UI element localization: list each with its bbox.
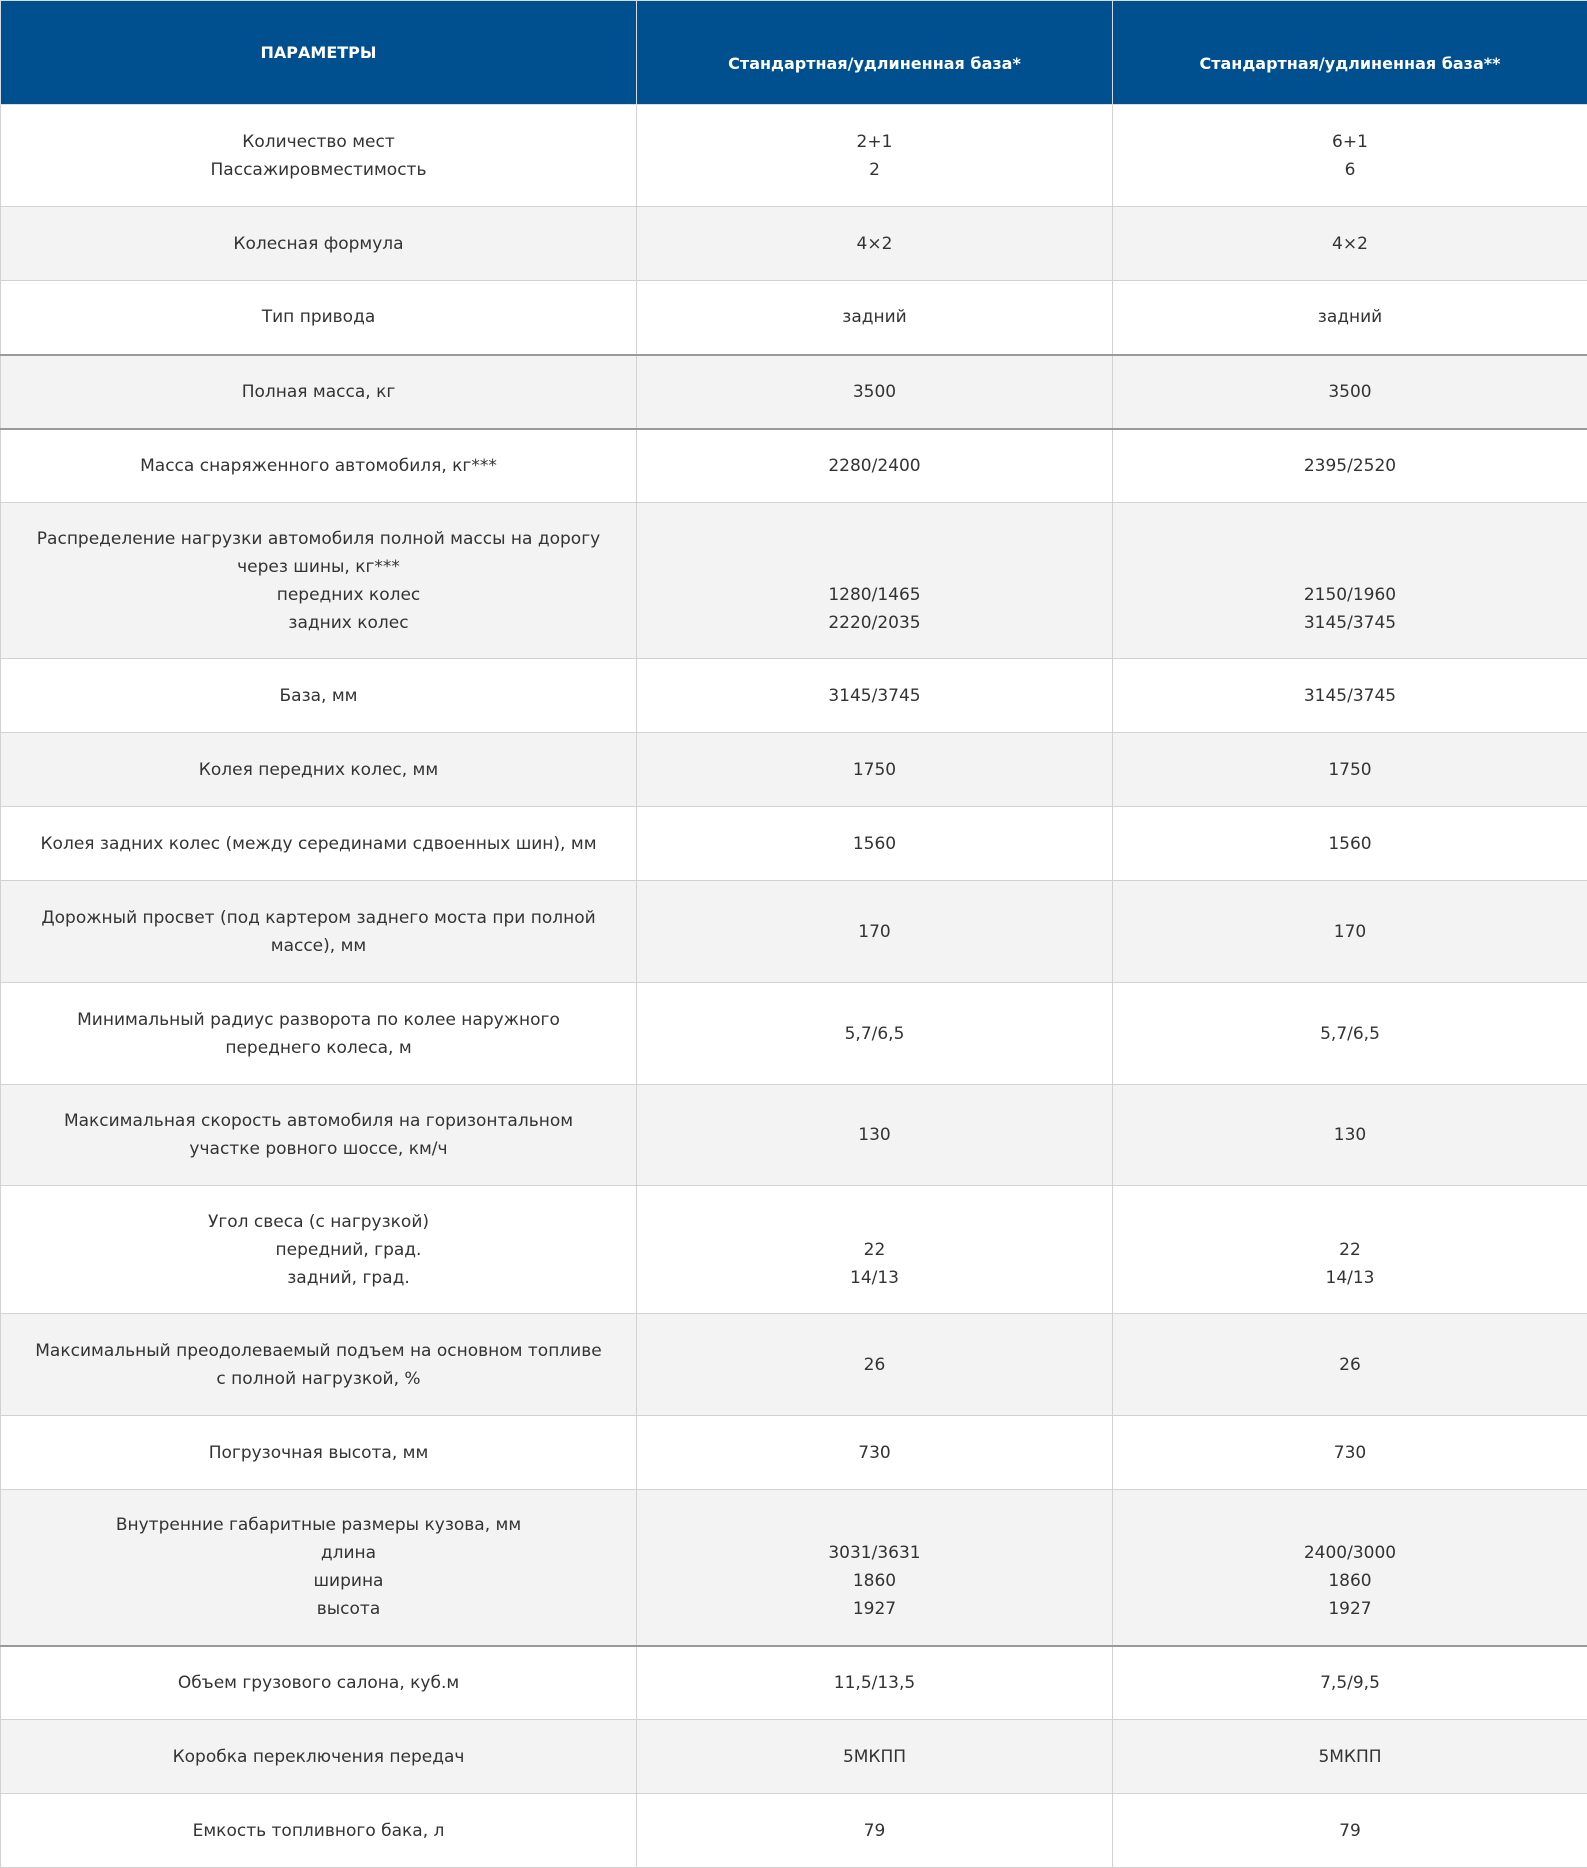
param-label: Погрузочная высота, мм	[1, 1416, 637, 1490]
param-label: Масса снаряженного автомобиля, кг***	[1, 429, 637, 503]
table-row	[1, 1490, 1587, 1646]
table-row	[1, 1186, 1587, 1314]
value-col-1: 1750	[637, 733, 1113, 807]
header-column-2: Стандартная/удлиненная база**	[1113, 1, 1587, 105]
table-row	[1, 1646, 1587, 1720]
table-row	[1, 105, 1587, 207]
value-col-1: 22 14/13	[637, 1186, 1113, 1314]
value-col-1: 4×2	[637, 207, 1113, 281]
param-label: Максимальный преодолеваемый подъем на основном топливе с полной нагрузкой, %	[1, 1314, 637, 1416]
table-row	[1, 659, 1587, 733]
value-col-1: 3145/3745	[637, 659, 1113, 733]
value-col-1: 79	[637, 1794, 1113, 1868]
value-col-1: 11,5/13,5	[637, 1646, 1113, 1720]
value-col-1: 170	[637, 881, 1113, 983]
table-row	[1, 355, 1587, 429]
table-row	[1, 1416, 1587, 1490]
value-col-2: 1560	[1113, 807, 1587, 881]
table-row	[1, 1314, 1587, 1416]
param-label: Внутренние габаритные размеры кузова, мм длина ширина высота	[1, 1490, 637, 1646]
value-col-2: 7,5/9,5	[1113, 1646, 1587, 1720]
param-label: Распределение нагрузки автомобиля полной массы на дорогу через шины, кг*** передних колес задних колес	[1, 503, 637, 659]
value-col-2: 22 14/13	[1113, 1186, 1587, 1314]
value-col-2: 5,7/6,5	[1113, 983, 1587, 1085]
value-col-1: 1280/1465 2220/2035	[637, 503, 1113, 659]
table-row	[1, 429, 1587, 503]
value-col-2: 3145/3745	[1113, 659, 1587, 733]
value-col-2: 730	[1113, 1416, 1587, 1490]
value-col-2: 4×2	[1113, 207, 1587, 281]
param-label: Полная масса, кг	[1, 355, 637, 429]
table-row	[1, 807, 1587, 881]
table-row	[1, 1085, 1587, 1186]
param-label: Количество мест Пассажировместимость	[1, 105, 637, 207]
param-label: Угол свеса (с нагрузкой) передний, град. задний, град.	[1, 1186, 637, 1314]
param-label: Максимальная скорость автомобиля на горизонтальном участке ровного шоссе, км/ч	[1, 1085, 637, 1186]
table-row	[1, 733, 1587, 807]
param-label: Минимальный радиус разворота по колее наружного переднего колеса, м	[1, 983, 637, 1085]
table-row	[1, 207, 1587, 281]
value-col-1: 130	[637, 1085, 1113, 1186]
param-label: Тип привода	[1, 281, 637, 355]
param-label: База, мм	[1, 659, 637, 733]
value-col-2: 6+1 6	[1113, 105, 1587, 207]
value-col-1: задний	[637, 281, 1113, 355]
param-label: Емкость топливного бака, л	[1, 1794, 637, 1868]
value-col-2: 5МКПП	[1113, 1720, 1587, 1794]
table-header-row	[1, 1, 1587, 105]
value-col-1: 730	[637, 1416, 1113, 1490]
value-col-1: 2280/2400	[637, 429, 1113, 503]
param-label: Объем грузового салона, куб.м	[1, 1646, 637, 1720]
value-col-1: 1560	[637, 807, 1113, 881]
value-col-2: 2150/1960 3145/3745	[1113, 503, 1587, 659]
param-label: Коробка переключения передач	[1, 1720, 637, 1794]
header-parameters: ПАРАМЕТРЫ	[1, 1, 637, 105]
value-col-1: 5МКПП	[637, 1720, 1113, 1794]
value-col-1: 5,7/6,5	[637, 983, 1113, 1085]
value-col-2: 3500	[1113, 355, 1587, 429]
value-col-2: 2395/2520	[1113, 429, 1587, 503]
value-col-2: 26	[1113, 1314, 1587, 1416]
value-col-2: 1750	[1113, 733, 1587, 807]
table-row	[1, 1794, 1587, 1868]
header-column-1: Стандартная/удлиненная база*	[637, 1, 1113, 105]
value-col-2: 79	[1113, 1794, 1587, 1868]
value-col-2: 2400/3000 1860 1927	[1113, 1490, 1587, 1646]
value-col-1: 3500	[637, 355, 1113, 429]
param-label: Дорожный просвет (под картером заднего моста при полной массе), мм	[1, 881, 637, 983]
value-col-1: 2+1 2	[637, 105, 1113, 207]
value-col-2: задний	[1113, 281, 1587, 355]
table-row	[1, 1720, 1587, 1794]
param-label: Колея задних колес (между серединами сдвоенных шин), мм	[1, 807, 637, 881]
value-col-2: 130	[1113, 1085, 1587, 1186]
value-col-1: 26	[637, 1314, 1113, 1416]
value-col-1: 3031/3631 1860 1927	[637, 1490, 1113, 1646]
table-row	[1, 503, 1587, 659]
value-col-2: 170	[1113, 881, 1587, 983]
param-label: Колея передних колес, мм	[1, 733, 637, 807]
table-row	[1, 983, 1587, 1085]
table-row	[1, 881, 1587, 983]
table-row	[1, 281, 1587, 355]
param-label: Колесная формула	[1, 207, 637, 281]
